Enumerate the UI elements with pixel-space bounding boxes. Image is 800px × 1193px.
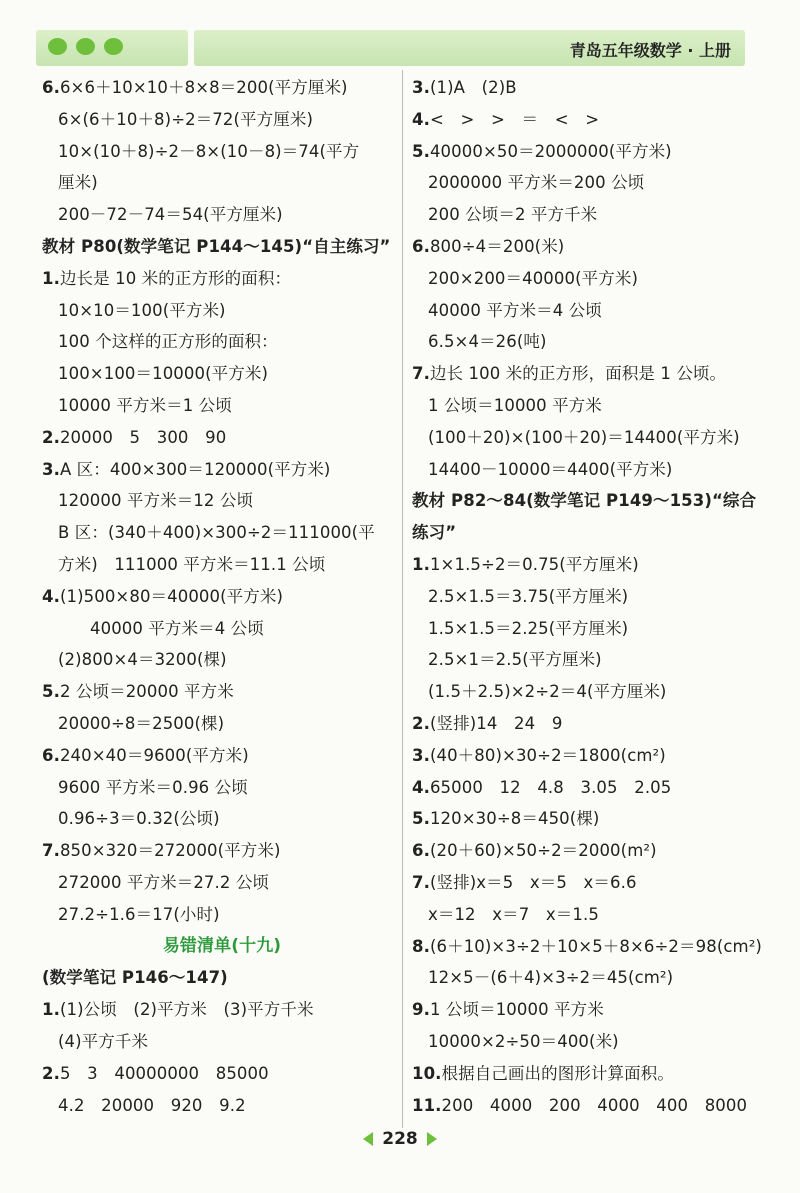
answer-line: 2000000 平方米＝200 公顷 — [428, 173, 645, 193]
section-heading: 教材 P80(数学笔记 P144～145)“自主练习” — [42, 236, 391, 256]
answer-line: 1 公顷＝10000 平方米 — [428, 395, 602, 415]
answer-line: 0.96÷3＝0.32(公顷) — [58, 809, 220, 829]
answer-line: 27.2÷1.6＝17(小时) — [58, 904, 220, 924]
answer-line: B 区：(340＋400)×300÷2＝111000(平 — [58, 523, 375, 543]
answer-line: 20000÷8＝2500(棵) — [58, 713, 225, 733]
answer-line: 10×10＝100(平方米) — [58, 300, 226, 320]
answer-line: 2.5 3 40000000 85000 — [42, 1063, 269, 1083]
answer-line: 8.(6＋10)×3÷2＋10×5＋8×6÷2＝98(cm²) — [412, 936, 762, 956]
answer-line: 1.1×1.5÷2＝0.75(平方厘米) — [412, 554, 639, 574]
section-title: 易错清单(十九) — [162, 935, 282, 956]
answer-line: 200－72－74＝54(平方厘米) — [58, 205, 283, 225]
answer-line: 40000 平方米＝4 公顷 — [428, 300, 602, 320]
answer-line: 3.A 区：400×300＝120000(平方米) — [42, 459, 331, 479]
answer-line: 7.边长 100 米的正方形，面积是 1 公顷。 — [412, 364, 727, 384]
answer-line: 9.1 公顷＝10000 平方米 — [412, 1000, 604, 1020]
green-dot-icon — [104, 38, 123, 55]
right-arrow-icon — [427, 1132, 437, 1146]
answer-line: 2.20000 5 300 90 — [42, 427, 227, 447]
answer-line: 100×100＝10000(平方米) — [58, 364, 268, 384]
answer-line: (2)800×4＝3200(棵) — [58, 650, 227, 670]
answer-line: 200 公顷＝2 平方千米 — [428, 205, 598, 225]
answer-line: 40000 平方米＝4 公顷 — [90, 618, 264, 638]
header-decoration — [36, 30, 188, 66]
answer-line: 10×(10＋8)÷2－8×(10－8)＝74(平方 — [58, 141, 360, 161]
answer-line: 4.2 20000 920 9.2 — [58, 1095, 246, 1115]
section-heading: 教材 P82～84(数学笔记 P149～153)“综合 — [412, 491, 757, 511]
page-header — [36, 30, 745, 66]
section-heading: (数学笔记 P146～147) — [42, 968, 228, 988]
page-number: 228 — [382, 1128, 418, 1149]
answer-line: 5.120×30÷8＝450(棵) — [412, 809, 600, 829]
answer-line: 6.800÷4＝200(米) — [412, 236, 565, 256]
answer-line: 2.5×1.5＝3.75(平方厘米) — [428, 586, 629, 606]
answer-line: 6.5×4＝26(吨) — [428, 332, 547, 352]
answer-line: 1.5×1.5＝2.25(平方厘米) — [428, 618, 629, 638]
answer-line: 2.(竖排)14 24 9 — [412, 713, 563, 733]
green-dot-icon — [76, 38, 95, 55]
answer-line: 1.(1)公顷 (2)平方米 (3)平方千米 — [42, 1000, 314, 1020]
answer-line: 7.850×320＝272000(平方米) — [42, 841, 281, 861]
answer-line: 5.2 公顷＝20000 平方米 — [42, 682, 234, 702]
answer-line: 3.(40＋80)×30÷2＝1800(cm²) — [412, 745, 666, 765]
left-column — [42, 72, 402, 1121]
answer-line: 方米) 111000 平方米＝11.1 公顷 — [58, 554, 326, 574]
right-column — [412, 72, 772, 1121]
answer-line: 272000 平方米＝27.2 公顷 — [58, 872, 270, 892]
answer-line: 10.根据自己画出的图形计算面积。 — [412, 1063, 674, 1083]
answer-line: 6.240×40＝9600(平方米) — [42, 745, 249, 765]
answer-line: 6×(6＋10＋8)÷2＝72(平方厘米) — [58, 109, 313, 129]
answer-line: 200×200＝40000(平方米) — [428, 268, 638, 288]
answer-line: 7.(竖排)x＝5 x＝5 x＝6.6 — [412, 872, 637, 892]
answer-line: 100 个这样的正方形的面积： — [58, 332, 278, 352]
answer-line: 4.(1)500×80＝40000(平方米) — [42, 586, 284, 606]
answer-line: (4)平方千米 — [58, 1031, 149, 1051]
answer-line: 120000 平方米＝12 公顷 — [58, 491, 254, 511]
header-bar — [194, 30, 745, 66]
page-footer — [0, 1128, 800, 1158]
answer-line: (1.5＋2.5)×2÷2＝4(平方厘米) — [428, 682, 667, 702]
answer-line: 2.5×1＝2.5(平方厘米) — [428, 650, 602, 670]
answer-line: x＝12 x＝7 x＝1.5 — [428, 904, 599, 924]
column-divider — [402, 70, 403, 1128]
book-title: 青岛五年级数学 · 上册 — [569, 41, 731, 60]
answer-line: 4.< > > ＝ < > — [412, 109, 600, 129]
answer-line: (100＋20)×(100＋20)＝14400(平方米) — [428, 427, 740, 447]
answer-line: 10000×2÷50＝400(米) — [428, 1031, 619, 1051]
answer-line: 5.40000×50＝2000000(平方米) — [412, 141, 672, 161]
answer-line: 6.(20＋60)×50÷2＝2000(m²) — [412, 841, 657, 861]
answer-line: 6.6×6＋10×10＋8×8＝200(平方厘米) — [42, 78, 348, 97]
green-dot-icon — [48, 38, 67, 55]
answer-line: 10000 平方米＝1 公顷 — [58, 395, 232, 415]
left-arrow-icon — [363, 1132, 373, 1146]
answer-line: 1.边长是 10 米的正方形的面积： — [42, 268, 292, 288]
answer-line: 9600 平方米＝0.96 公顷 — [58, 777, 248, 797]
answer-line: 厘米) — [58, 173, 98, 193]
answer-line: 4.65000 12 4.8 3.05 2.05 — [412, 777, 672, 797]
answer-line: 14400－10000＝4400(平方米) — [428, 459, 673, 479]
answer-line: 3.(1)A (2)B — [412, 78, 517, 97]
section-heading: 练习” — [412, 523, 457, 543]
answer-line: 11.200 4000 200 4000 400 8000 — [412, 1095, 748, 1115]
answer-line: 12×5－(6＋4)×3÷2＝45(cm²) — [428, 968, 674, 988]
